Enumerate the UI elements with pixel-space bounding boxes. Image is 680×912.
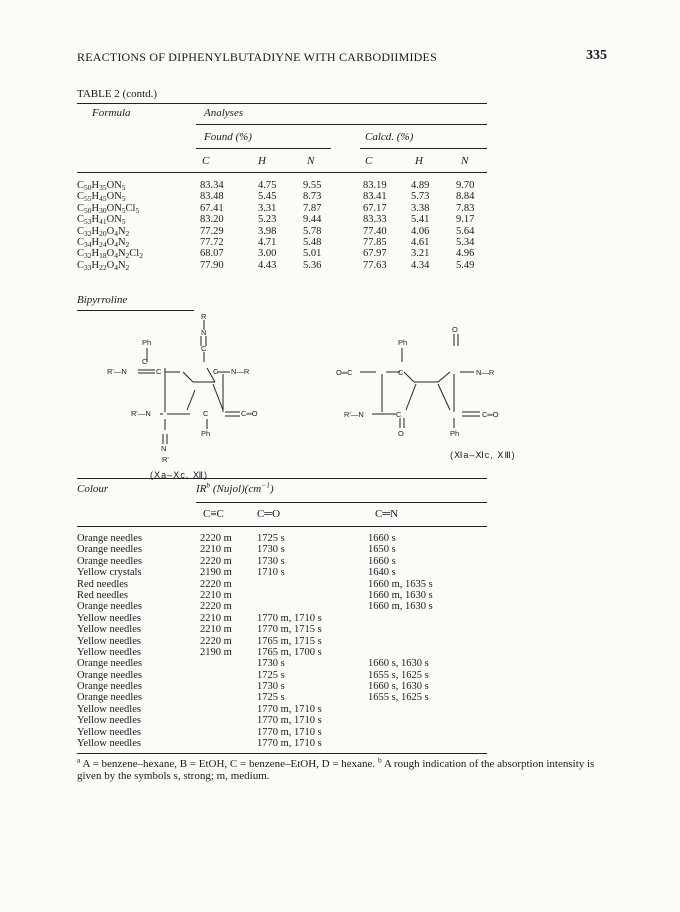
value-cell: 8.84 [456,191,475,203]
ceo-label: C═O [482,410,499,419]
value-cell: 67.41 [200,202,224,214]
ir-colour-cell: Orange needles [77,544,143,556]
ir-colour-column [77,533,142,749]
value-cell: 3.98 [258,225,277,237]
value-cell: 83.34 [200,180,224,191]
value-cell: 3.31 [258,202,277,214]
formula-subscript: 2 [125,262,130,272]
found-h-column [258,180,276,271]
c-left-label: C [398,368,404,377]
ir-cc-cell [200,670,232,681]
footnote-a: A = benzene–hexane, B = EtOH, C = benzene–EtOH, D = hexane. [80,758,376,770]
r-label: R [201,312,207,321]
element-header: C [202,155,210,167]
bipyrroline-structure-left [105,312,315,452]
formula-subscript: 55 [84,194,92,204]
footnote-b-mark: b [377,755,382,765]
ir-cc-cell: 2190 m [200,567,232,579]
value-cell: 7.87 [303,202,322,214]
c-bot-label: C [396,410,402,419]
value-cell: 5.01 [303,248,322,260]
formula-subscript: 20 [99,228,107,238]
value-cell: 83.20 [200,214,224,226]
ir-co-cell: 1730 s [257,555,285,567]
formula-symbol: C [77,248,85,260]
formula-subscript: 4 [114,228,118,238]
formula-subscript: 5 [121,217,126,227]
ir-cc-cell [200,727,232,738]
ir-colour-cell: Red needles [77,578,129,590]
formula-symbol: C [77,225,85,237]
ir-cn-cell [368,613,433,624]
value-cell: 8.73 [303,191,322,203]
ph-top-label: Ph [398,338,408,347]
bipyrroline-structure-right [330,312,530,442]
ir-co-cell: 1770 m, 1715 s [257,624,322,636]
ir-co-cell [257,579,322,590]
formula-symbol: O [106,225,115,237]
ir-co-cell: 1725 s [257,533,285,544]
ir-cn-cell: 1660 s, 1630 s [368,658,429,670]
ir-cc-cell: 2210 m [200,624,232,636]
formula-symbol: H [91,225,100,237]
formula-cell [77,180,143,191]
ir-cn-cell [368,738,433,749]
calcd-c-column [363,180,387,271]
section-label: Bipyrroline [77,294,128,306]
ir-colour-cell: Yellow needles [77,738,141,750]
ir-co-cell: 1725 s [257,692,285,704]
value-cell: 3.38 [411,202,430,214]
element-header: H [415,155,423,167]
formula-subscript: 5 [121,205,126,215]
ir-colour-cell: Orange needles [77,681,143,693]
value-cell: 83.33 [363,214,387,226]
oc-label: O═C [336,368,353,377]
element-header: N [307,155,315,167]
formula-symbol: ON [106,202,122,214]
formula-subscript: 2 [125,251,130,261]
value-cell: 4.71 [258,236,277,248]
ir-cc-cell [200,658,232,669]
c-label: C [201,344,207,353]
ir-colour-cell: Yellow needles [77,612,141,624]
ir-co-cell: 1770 m, 1710 s [257,612,322,624]
struct-right-caption: (Ⅺa–Ⅺc, ⅩⅢ) [450,450,516,460]
formula-symbol: N [117,248,126,260]
formula-subscript: 34 [84,239,92,249]
ir-cc-cell: 2220 m [200,555,232,567]
ir-header [196,480,274,495]
formula-subscript: 50 [84,183,92,192]
ir-co-cell: 1770 m, 1710 s [257,703,322,715]
formula-subscript: 5 [121,194,126,204]
ir-cc-column [200,533,232,749]
ir-cn-cell: 1650 s [368,544,396,556]
formula-subscript: 35 [99,183,107,192]
ir-cc-cell: 2220 m [200,635,232,647]
formula-symbol: C [77,236,85,248]
value-cell: 77.29 [200,225,224,237]
ir-cn-cell: 1660 s [368,533,396,544]
footnote-a-mark: a [77,755,81,765]
formula-subscript: 22 [99,262,107,272]
value-cell: 68.07 [200,248,224,260]
ir-co-cell: 1770 m, 1710 s [257,715,322,727]
ir-colour-cell: Orange needles [77,658,143,670]
value-cell: 7.83 [456,202,475,214]
ceo-label: C═O [241,409,258,418]
ir-cc-cell: 2220 m [200,578,232,590]
ir-cn-cell [368,624,433,635]
value-cell: 67.17 [363,202,387,214]
formula-subscript: 53 [84,217,92,227]
calcd-header: Calcd. (%) [365,131,414,143]
ir-co-cell: 1765 m, 1700 s [257,646,322,658]
value-cell: 5.49 [456,259,475,271]
value-cell: 77.85 [363,236,387,248]
ir-cn-cell: 1660 m, 1635 s [368,578,433,590]
ir-cc-cell: 2210 m [200,612,232,624]
formula-column [77,180,143,271]
ir-header-text: IR [196,483,207,495]
formula-symbol: C [77,191,85,203]
value-cell: 5.45 [258,191,277,203]
value-cell: 77.40 [363,225,387,237]
ir-cc-cell: 2210 m [200,544,232,556]
formula-subscript: 24 [99,239,107,249]
n-r-label: N—R [476,368,495,377]
formula-subscript: 32 [84,228,92,238]
formula-symbol: H [91,214,100,226]
ir-colour-cell: Yellow needles [77,715,141,727]
value-cell: 5.73 [411,191,430,203]
r1n-label: R'—N [344,410,364,419]
ir-header-sup: b [206,480,211,490]
ir-sub-cn: C═N [375,508,399,520]
ir-header-bottom-rule [77,526,487,527]
formula-cell [77,248,143,259]
ir-colour-cell: Orange needles [77,601,143,613]
ir-co-cell: 1765 m, 1715 s [257,635,322,647]
calcd-n-column [456,180,474,271]
formula-cell [77,203,143,214]
n-r-label: N—R [231,367,250,376]
value-cell: 9.70 [456,180,475,191]
running-head: REACTIONS OF DIPHENYLBUTADIYNE WITH CARBODIIMIDES [77,50,437,64]
ir-cc-cell: 2210 m [200,589,232,601]
value-cell: 77.72 [200,236,224,248]
ir-colour-cell: Yellow needles [77,703,141,715]
formula-symbol: C [77,180,85,191]
analyses-rule [196,124,487,125]
value-cell: 4.96 [456,248,475,260]
value-cell: 83.41 [363,191,387,203]
ir-cn-cell: 1655 s, 1625 s [368,692,429,704]
formula-symbol: Cl [129,248,140,260]
formula-symbol: N [117,236,126,248]
ir-colour-cell: Orange needles [77,692,143,704]
value-cell: 5.41 [411,214,430,226]
value-cell: 3.00 [258,248,277,260]
ph-bot-label: Ph [450,429,460,438]
ir-colour-cell: Yellow crystals [77,567,142,579]
found-n-column [303,180,321,271]
formula-subscript: 5 [121,183,126,192]
ir-cn-cell: 1660 s [368,555,396,567]
value-cell: 9.17 [456,214,475,226]
ir-cn-cell: 1640 s [368,567,396,579]
value-cell: 4.06 [411,225,430,237]
r1n-bot-label: R'—N [131,409,151,418]
formula-subscript: 4 [114,239,118,249]
value-cell: 5.36 [303,259,322,271]
ir-header-close: ) [269,483,274,495]
o-bot-label: O [398,429,404,438]
ir-header-rest: (Nujol)(cm [210,483,262,495]
formula-symbol: H [91,180,100,191]
ir-colour-cell: Orange needles [77,555,143,567]
formula-subscript: 45 [99,194,107,204]
o-top-label: O [452,325,458,334]
value-cell: 77.90 [200,259,224,271]
ir-cn-column [368,533,433,749]
value-cell: 3.21 [411,248,430,260]
footnote-b: A rough indication of the absorption intensity is given by the symbols s, strong; m, medium. [77,758,595,782]
ir-header-sup2: −1 [261,480,270,490]
value-cell: 4.43 [258,259,277,271]
ir-cn-cell [368,727,433,738]
value-cell: 67.97 [363,248,387,260]
eqc-label: C [156,367,162,376]
formula-cell [77,260,143,271]
ir-cn-cell: 1660 s, 1630 s [368,681,429,693]
c-right-label: C [213,367,219,376]
table-title: TABLE 2 (contd.) [77,88,158,100]
header-bottom-rule [77,172,487,173]
ir-co-cell: 1770 m, 1710 s [257,738,322,750]
ir-cc-cell [200,681,232,692]
formula-symbol: C [77,259,85,271]
ir-cc-cell: 2220 m [200,601,232,613]
ir-colour-cell: Orange needles [77,533,143,544]
ir-colour-cell: Yellow needles [77,635,141,647]
ir-header-rule [196,502,487,503]
ir-colour-cell: Orange needles [77,669,143,681]
ir-cc-cell [200,704,232,715]
n-bot-label: N [161,444,167,452]
ir-cn-cell: 1660 m, 1630 s [368,601,433,613]
value-cell: 5.34 [456,236,475,248]
ir-co-cell [257,601,322,612]
formula-symbol: H [91,259,100,271]
ir-co-cell: 1730 s [257,658,285,670]
formula-cell [77,237,143,248]
value-cell: 83.19 [363,180,387,191]
struct-left-caption: (Ⅹa–Ⅹc, Ⅻ) [150,470,209,480]
element-header: N [461,155,469,167]
value-cell: 5.78 [303,225,322,237]
ir-colour-cell: Yellow needles [77,646,141,658]
formula-symbol: O [106,236,115,248]
c-bot-label: C [203,409,209,418]
colour-header: Colour [77,483,109,495]
formula-subscript: 18 [99,251,107,261]
formula-subscript: 32 [84,251,92,261]
ir-cn-cell [368,715,433,726]
c-left-label: C [142,357,148,366]
ir-co-cell: 1730 s [257,544,285,556]
found-header: Found (%) [204,131,252,143]
element-header: H [258,155,266,167]
r1n-label: R'—N [107,367,127,376]
formula-symbol: O [106,259,115,271]
ir-cn-cell [368,704,433,715]
ir-co-cell: 1770 m, 1710 s [257,726,322,738]
formula-symbol: N [117,225,126,237]
formula-symbol: ON [106,191,122,203]
found-c-column [200,180,224,271]
ir-cc-cell [200,738,232,749]
formula-symbol: Cl [125,202,136,214]
ir-colour-cell: Yellow needles [77,624,141,636]
value-cell: 4.75 [258,180,277,191]
formula-subscript: 33 [84,262,92,272]
formula-subscript: 41 [99,217,107,227]
formula-subscript: 30 [99,205,107,215]
ir-co-cell [257,590,322,601]
ir-cn-cell: 1660 m, 1630 s [368,589,433,601]
section-rule [77,310,194,311]
ir-cc-cell [200,692,232,703]
ir-cn-cell [368,647,433,658]
value-cell: 5.64 [456,225,475,237]
ir-sub-co: C═O [257,508,281,520]
calcd-rule [360,148,487,149]
formula-symbol: H [91,191,100,203]
ir-co-cell: 1710 s [257,567,285,579]
formula-subscript: 2 [139,251,143,261]
value-cell: 83.48 [200,191,224,203]
ir-colour-cell: Red needles [77,589,129,601]
value-cell: 9.44 [303,214,322,226]
ir-co-cell: 1725 s [257,669,285,681]
analyses-header: Analyses [204,107,244,119]
value-cell: 4.34 [411,259,430,271]
ir-bottom-rule [77,753,487,754]
formula-subscript: 4 [114,251,118,261]
formula-header: Formula [92,107,131,119]
ir-cn-cell [368,636,433,647]
ir-co-column [257,533,322,749]
ir-sub-cc: C≡C [203,508,224,520]
formula-symbol: C [77,202,85,214]
formula-symbol: O [106,248,115,260]
ir-co-cell: 1730 s [257,681,285,693]
formula-symbol: ON [106,214,122,226]
formula-symbol: N [117,259,126,271]
ir-cn-cell: 1655 s, 1625 s [368,669,429,681]
formula-subscript: 5 [135,205,140,215]
formula-cell [77,191,143,202]
value-cell: 77.63 [363,259,387,271]
formula-subscript: 2 [125,239,130,249]
value-cell: 4.89 [411,180,430,191]
footnote [77,755,617,782]
formula-subscript: 50 [84,205,92,215]
n-label: N [201,328,207,337]
page-number: 335 [586,48,607,63]
element-header: C [365,155,373,167]
formula-symbol: H [91,236,100,248]
value-cell: 9.55 [303,180,322,191]
formula-cell [77,214,143,225]
formula-symbol: C [77,214,85,226]
ph-label: Ph [142,338,152,347]
value-cell: 4.61 [411,236,430,248]
value-cell: 5.48 [303,236,322,248]
formula-subscript: 4 [114,262,118,272]
formula-symbol: ON [106,180,122,191]
found-rule [196,148,331,149]
value-cell: 5.23 [258,214,277,226]
ir-cc-cell: 2220 m [200,533,232,544]
formula-subscript: 2 [125,228,130,238]
ir-cc-cell [200,715,232,726]
ir-cc-cell: 2190 m [200,646,232,658]
table-top-rule [77,103,487,104]
ir-top-rule [77,478,487,479]
formula-symbol: H [91,202,100,214]
ph-bot-label: Ph [201,429,211,438]
formula-symbol: H [91,248,100,260]
r-bot-label: R' [162,455,169,464]
ir-colour-cell: Yellow needles [77,726,141,738]
formula-cell [77,226,143,237]
calcd-h-column [411,180,429,271]
